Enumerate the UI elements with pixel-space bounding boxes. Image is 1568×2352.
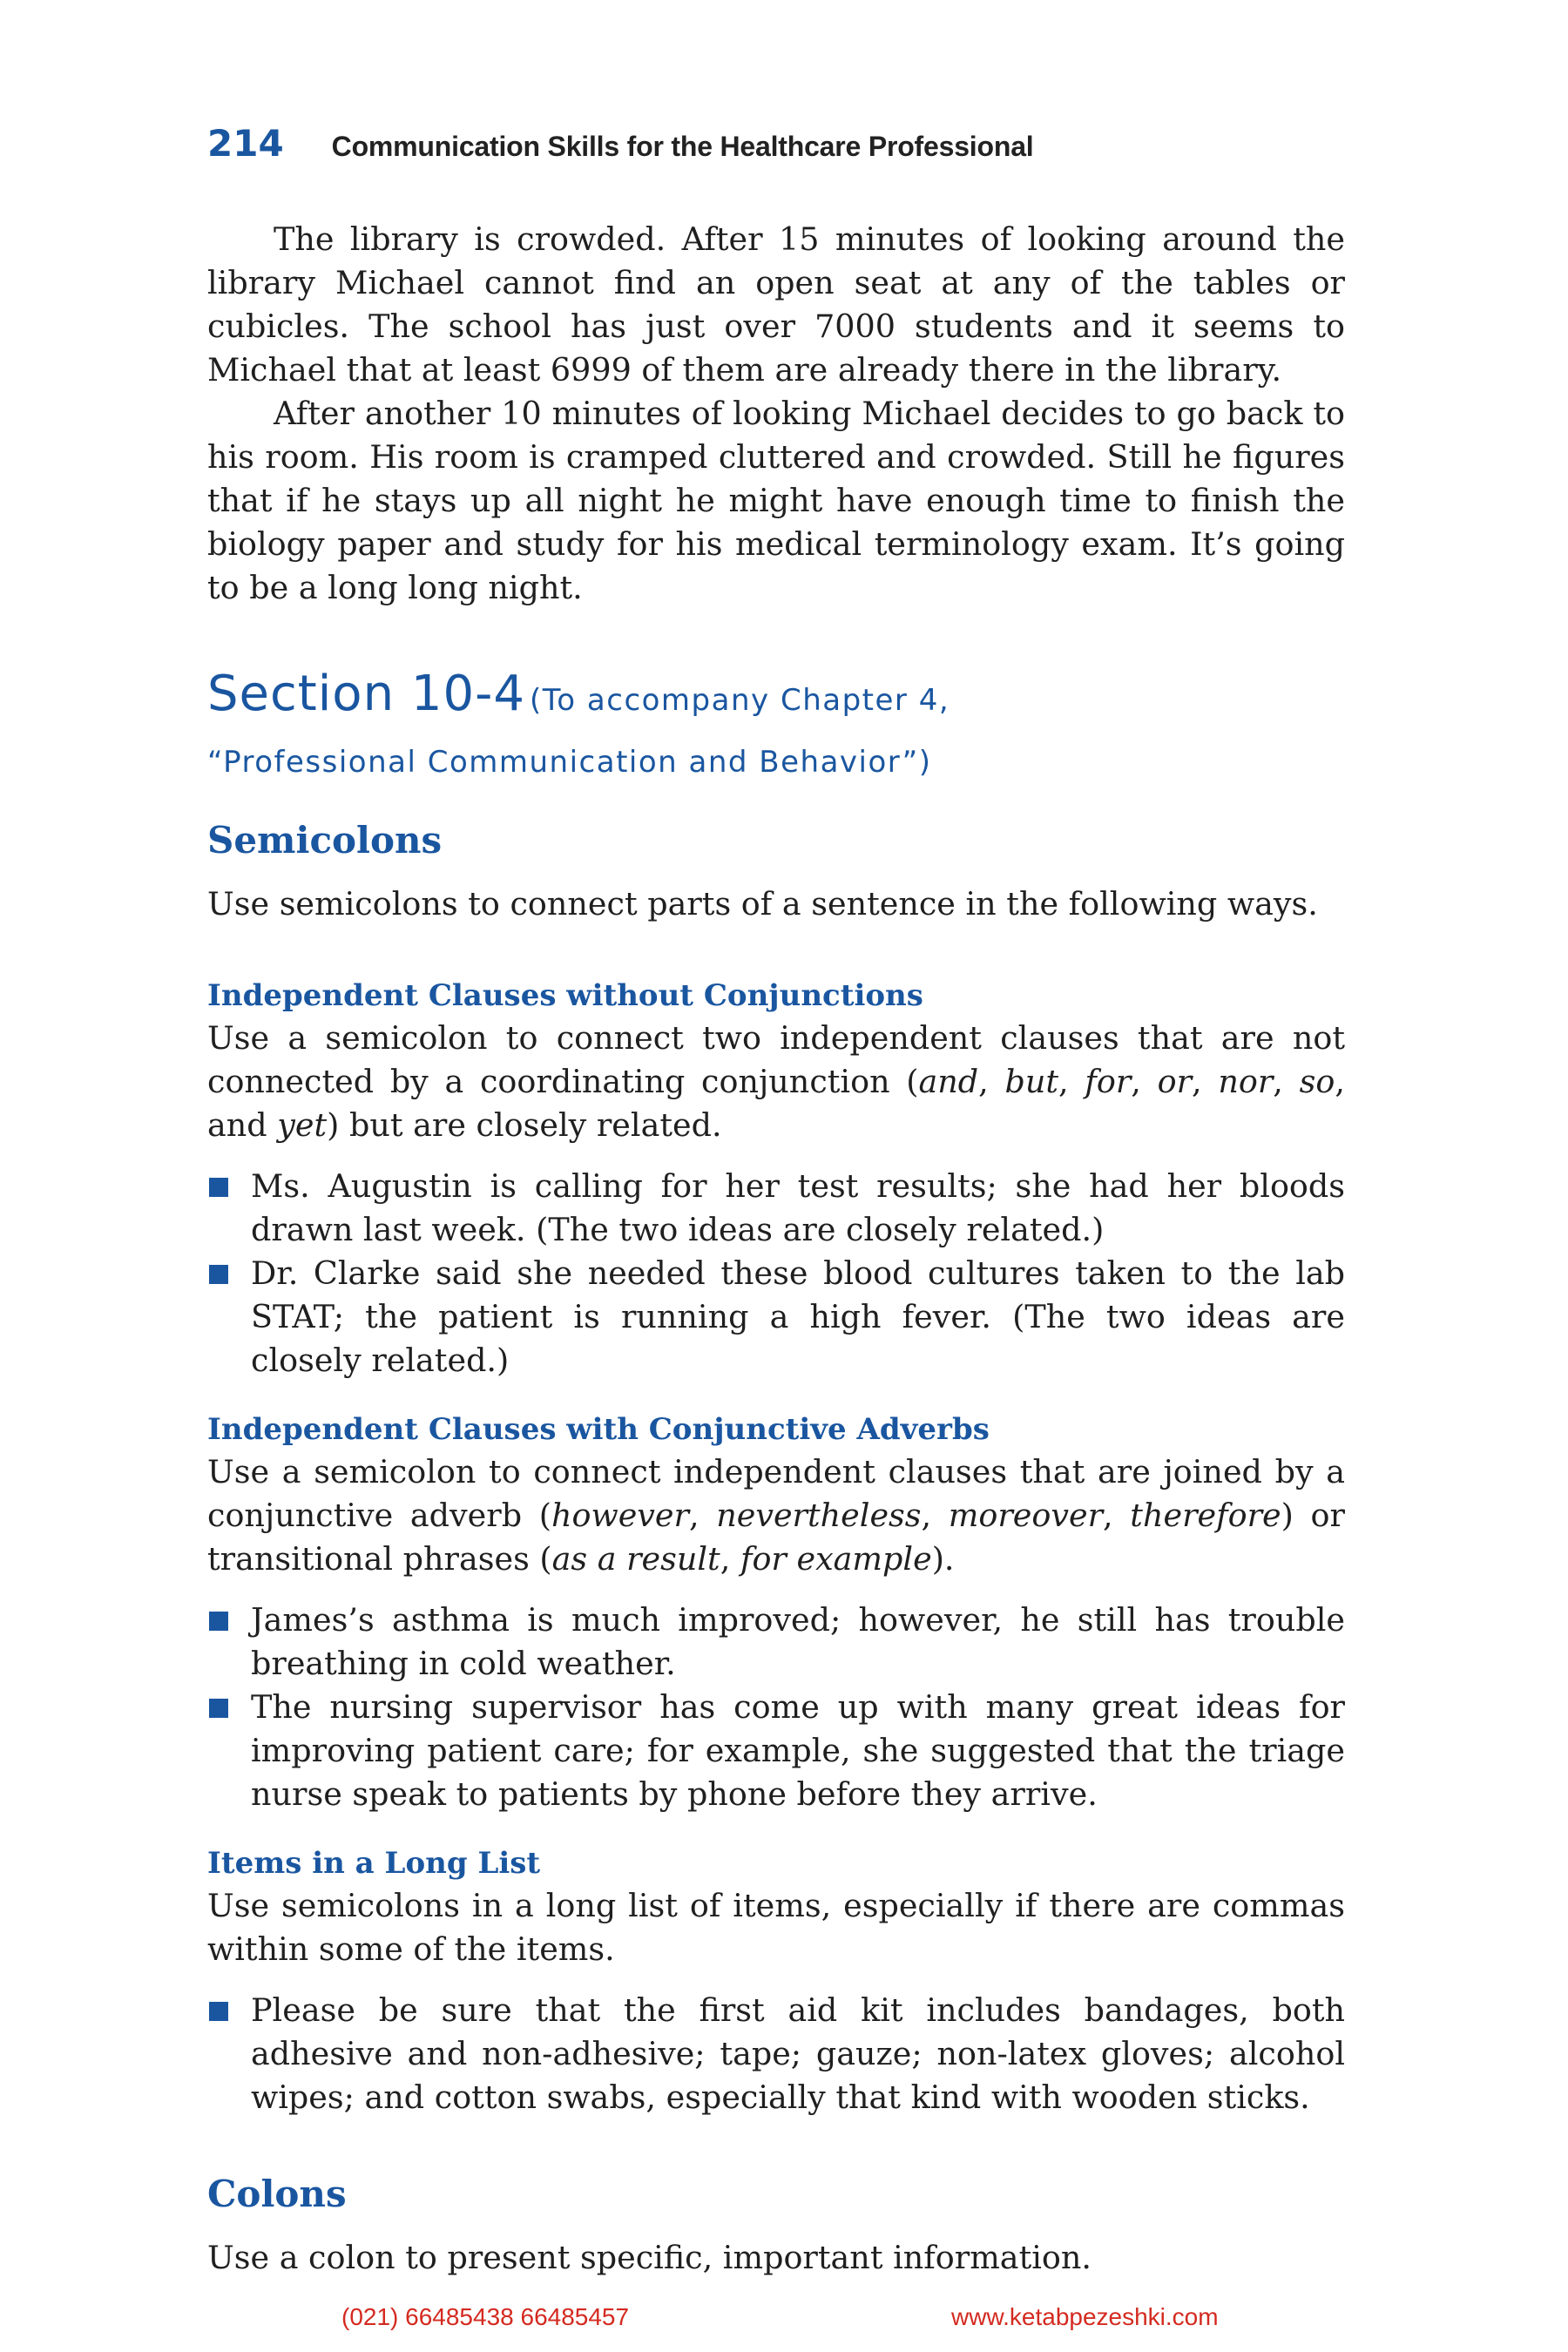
page-number: 214 [207,122,284,165]
section-subtitle-1: (To accompany Chapter 4, [530,683,950,718]
square-bullet-icon [209,1265,228,1284]
subheading-conjunctive-adverbs: Independent Clauses with Conjunctive Adverbs [207,1412,990,1447]
footer-website: www.ketabpezeshki.com [951,2303,1219,2330]
long-list-body: Use semicolons in a long list of items, especially if there are commas within some of the items. [207,1887,1345,1968]
list-item: Please be sure that the first aid kit includes bandages, both adhesive and non-adhesive; tape; gauze; non-latex gloves; alcohol wipes; and cotton swabs, especially that kind with wooden sticks. [207,1989,1345,2119]
section-title: Section 10-4 [207,666,525,722]
semicolons-intro: Use semicolons to connect parts of a sentence in the following ways. [207,885,1318,923]
footer-phone: (021) 66485438 66485457 [341,2303,630,2330]
semicolons-heading: Semicolons [207,819,443,862]
square-bullet-icon [209,1178,228,1197]
square-bullet-icon [209,2002,228,2021]
conjunctive-adverbs-body: Use a semicolon to connect independent clauses that are joined by a conjunctive adverb (however, nevertheless, moreover, therefore) or transitional phrases (as a result, for example). [207,1453,1345,1578]
story-paragraph-2: After another 10 minutes of looking Michael decides to go back to his room. His room is cramped cluttered and crowded. Still he figures that if he stays up all night he might have enough time to finish the biology paper and study for his medical terminology exam. It’s going to be a long long night. [207,395,1345,606]
square-bullet-icon [209,1699,228,1718]
list-item: Ms. Augustin is calling for her test results; she had her bloods drawn last week. (The two ideas are closely related.) [207,1165,1345,1252]
subheading-without-conjunctions: Independent Clauses without Conjunctions [207,978,923,1013]
page-header [207,122,1033,165]
running-title: Communication Skills for the Healthcare Professional [331,131,1034,162]
conjunctive-adverbs-examples [207,1598,1345,1816]
page-content [207,218,1345,2280]
section-subtitle-2: “Professional Communication and Behavior”) [207,745,932,780]
subheading-long-list: Items in a Long List [207,1846,541,1881]
without-conjunctions-body: Use a semicolon to connect two independent clauses that are not connected by a coordinating conjunction (and, but, for, or, nor, so, and yet) but are closely related. [207,1019,1345,1144]
long-list-examples [207,1989,1345,2119]
section-heading [207,664,1345,788]
list-item: Dr. Clarke said she needed these blood cultures taken to the lab STAT; the patient is running a high fever. (The two ideas are closely related.) [207,1252,1345,1382]
without-conjunctions-examples [207,1165,1345,1382]
story-paragraph-1: The library is crowded. After 15 minutes of looking around the library Michael cannot find an open seat at any of the tables or cubicles. The school has just over 7000 students and it seems to Michael that at least 6999 of them are already there in the library. [207,220,1345,389]
colons-intro: Use a colon to present specific, important information. [207,2239,1092,2276]
list-item: The nursing supervisor has come up with many great ideas for improving patient care; for example, she suggested that the triage nurse speak to patients by phone before they arrive. [207,1686,1345,1816]
square-bullet-icon [209,1612,228,1631]
list-item: James’s asthma is much improved; however, he still has trouble breathing in cold weather. [207,1598,1345,1686]
colons-heading: Colons [207,2173,347,2215]
